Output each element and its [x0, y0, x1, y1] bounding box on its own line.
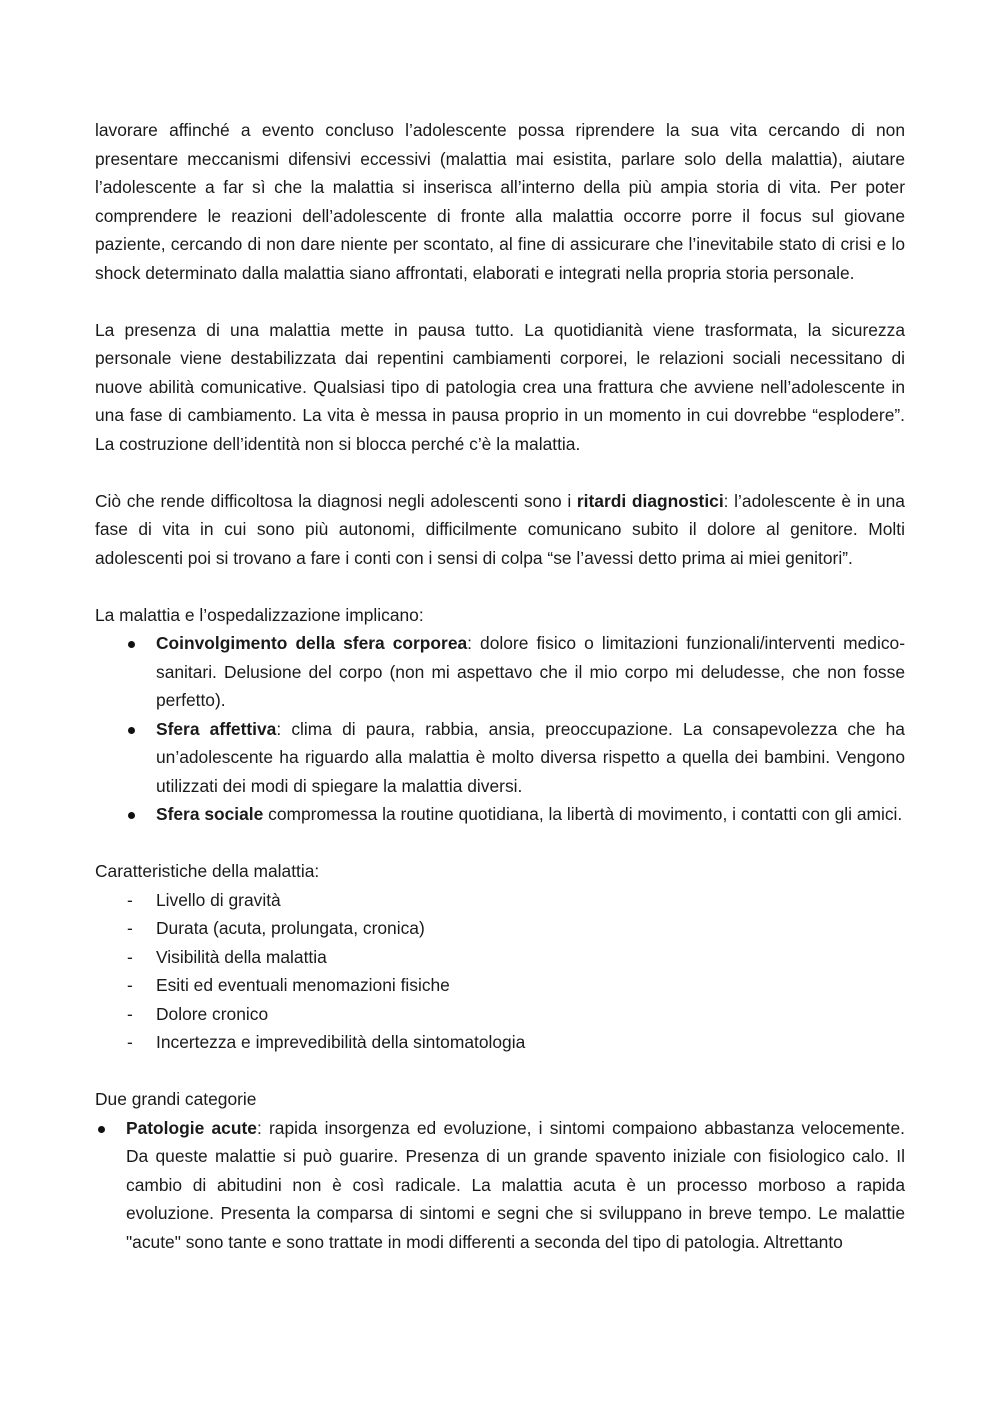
paragraph-diagnosis — [95, 487, 905, 573]
list-item-text: Livello di gravità — [156, 889, 281, 910]
list-item — [95, 1028, 905, 1057]
list-item-text: Esiti ed eventuali menomazioni fisiche — [156, 975, 450, 995]
diagnosis-text-before: Ciò che rende difficoltosa la diagnosi negli adolescenti sono i — [95, 490, 577, 511]
characteristics-intro: Caratteristiche della malattia: — [95, 861, 320, 881]
diagnosis-text-after: : l’adolescente è in una fase di vita in cui sono più autonomi, difficilmente comunicano subito il dolore al genitore. Molti adolescenti poi si trovano a fare i conti con i sensi di colpa “se l’avessi detto prima ai miei genitori”. — [95, 490, 905, 568]
implications-list — [95, 629, 905, 829]
paragraph-recovery: lavorare affinché a evento concluso l’adolescente possa riprendere la sua vita cercando di non presentare meccanismi difensivi eccessivi (malattia mai esistita, parlare solo della malattia), aiutare l’adolescente a far sì che la malattia si inserisca all’interno della più ampia storia di vita. Per poter comprendere le reazioni dell’adolescente di fronte alla malattia occorre porre il focus sul giovane paziente, cercando di non dare niente per scontato, al fine di assicurare che l’inevitabile stato di crisi e lo shock determinato dalla malattia siano affrontati, elaborati e integrati nella propria storia personale. — [95, 120, 905, 283]
implications-intro: La malattia e l’ospedalizzazione implicano: — [95, 604, 424, 625]
list-item — [95, 1000, 905, 1029]
document-page — [95, 116, 905, 1256]
list-item-text: Incertezza e imprevedibilità della sintomatologia — [156, 1032, 526, 1052]
list-item-text: Durata (acuta, prolungata, cronica) — [156, 918, 425, 938]
list-item — [95, 971, 905, 1000]
list-item-bold: Sfera sociale — [156, 804, 264, 824]
list-item — [95, 715, 905, 801]
characteristics-list — [95, 886, 905, 1057]
list-item — [95, 886, 905, 915]
categories-list — [95, 1114, 905, 1257]
list-item-bold: Sfera affettiva — [156, 718, 277, 739]
bullet-icon — [128, 641, 135, 648]
dash-marker: - — [127, 1032, 133, 1052]
dash-marker: - — [127, 918, 133, 938]
spacer — [95, 572, 905, 601]
dash-marker: - — [127, 1003, 133, 1024]
dash-marker: - — [127, 889, 133, 910]
list-item — [95, 629, 905, 715]
bullet-icon — [128, 812, 135, 819]
list-item-bold: Coinvolgimento della sfera corporea — [156, 633, 468, 653]
list-item — [95, 1114, 905, 1257]
list-item-text: compromessa la routine quotidiana, la libertà di movimento, i contatti con gli amici. — [263, 804, 903, 824]
spacer — [95, 829, 905, 858]
list-item-bold: Patologie acute — [126, 1117, 257, 1138]
list-item-text: : clima di paura, rabbia, ansia, preoccupazione. La consapevolezza che ha un’adolescente ha riguardo alla malattia è molto diversa rispetto a quella dei bambini. Vengono utilizzati dei modi di spiegare la malattia diversi. — [156, 718, 905, 796]
categories-intro: Due grandi categorie — [95, 1089, 257, 1109]
bullet-icon — [128, 727, 135, 734]
list-item-text: : rapida insorgenza ed evoluzione, i sintomi compaiono abbastanza velocemente. Da queste malattie si può guarire. Presenza di un grande spavento iniziale con fisiologico calo. Il cambio di abitudini non è così radicale. La malattia acuta è un processo morboso a rapida evoluzione. Presenta la comparsa di sintomi e segni che si sviluppano in breve tempo. Le malattie "acute" sono tante e sono trattate in modi differenti a seconda del tipo di patologia. Altrettanto — [126, 1117, 905, 1252]
dash-marker: - — [127, 975, 133, 995]
list-item — [95, 800, 905, 829]
list-item — [95, 943, 905, 972]
spacer — [95, 287, 905, 316]
bullet-icon — [98, 1126, 105, 1133]
list-item-text: Dolore cronico — [156, 1003, 269, 1024]
dash-marker: - — [127, 946, 133, 967]
spacer — [95, 1057, 905, 1086]
list-item-text: : dolore fisico o limitazioni funzionali/interventi medico-sanitari. Delusione del corpo (non mi aspettavo che il mio corpo mi deludesse, che non fosse perfetto). — [156, 633, 906, 710]
paragraph-pause: La presenza di una malattia mette in pausa tutto. La quotidianità viene trasformata, la sicurezza personale viene destabilizzata dai repentini cambiamenti corporei, le relazioni sociali necessitano di nuove abilità comunicative. Qualsiasi tipo di patologia crea una frattura che avviene nell’adolescente in una fase di cambiamento. La vita è messa in pausa proprio in un momento in cui dovrebbe “esplodere”. La costruzione dell’identità non si blocca perché c’è la malattia. — [95, 319, 905, 454]
list-item-text: Visibilità della malattia — [156, 946, 327, 967]
diagnosis-bold-term: ritardi diagnostici — [576, 490, 724, 511]
list-item — [95, 914, 905, 943]
spacer — [95, 458, 905, 487]
